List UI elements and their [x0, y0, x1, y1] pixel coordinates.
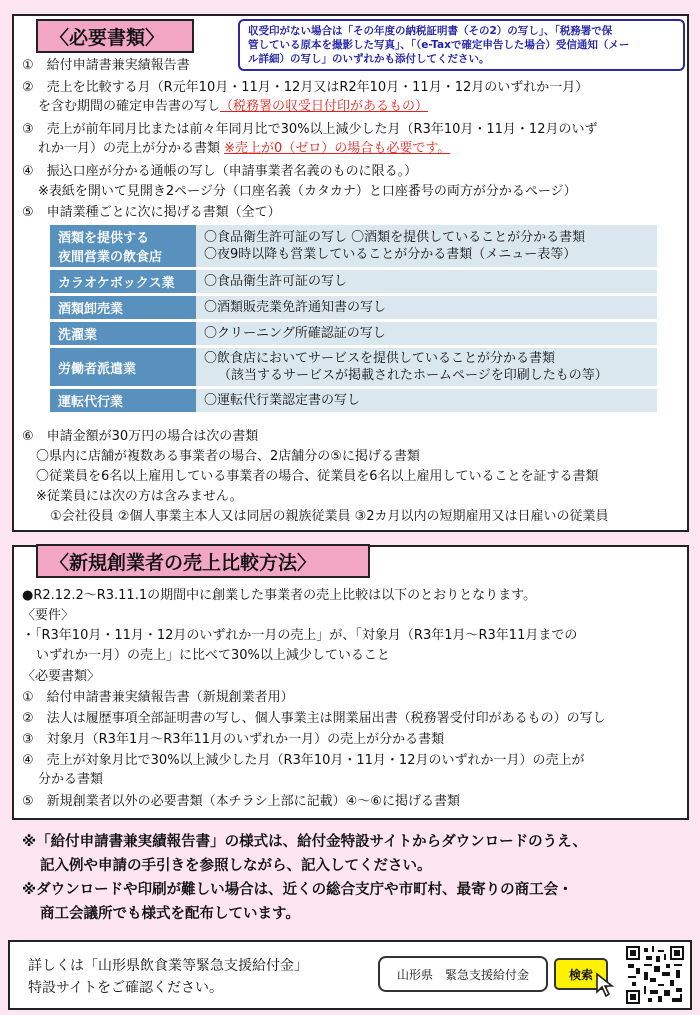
qr-code-icon [626, 946, 684, 1004]
category-cell: 酒類卸売業 [50, 296, 196, 319]
table-row [50, 270, 657, 293]
new-business-line: 〈要件〉 [22, 608, 75, 623]
item-1: ① 給付申請書兼実績報告書 [22, 58, 190, 73]
category-cell: 労働者派遣業 [50, 348, 196, 386]
category-cell: 酒類を提供する 夜間営業の飲食店 [50, 225, 196, 267]
category-cell: カラオケボックス業 [50, 270, 196, 293]
new-business-line: ③ 対象月（R3年1月～R3年11月のいずれか一月）の売上が分かる書類 [22, 732, 445, 747]
table-row [50, 389, 657, 412]
item-3-zero-note: ※売上が0（ゼロ）の場合も必要です。 [224, 141, 451, 156]
table-row [50, 322, 657, 345]
requirement-cell: 〇食品衛生許可証の写し 〇酒類を提供していることが分かる書類 〇夜9時以降も営業していることが分かる書類（メニュー表等） [196, 225, 657, 267]
table-row [50, 225, 657, 267]
category-cell: 運転代行業 [50, 389, 196, 412]
requirement-cell: 〇クリーニング所確認証の写し [196, 322, 657, 345]
item-6-a: 〇県内に店舗が複数ある事業者の場合、2店舗分の⑤に掲げる書類 [36, 449, 420, 464]
item-2-cont: を含む期間の確定申告書の写し（税務署の収受日付印があるもの） [38, 99, 429, 114]
item-3: ③ 売上が前年同月比または前々年同月比で30%以上減少した月（R3年10月・11月・12月のいず [22, 122, 598, 137]
business-type-table [50, 222, 657, 415]
notes-line: ※ダウンロードや印刷が難しい場合は、近くの総合支庁や市町村、最寄りの商工会・ [22, 882, 573, 898]
item-4: ④ 振込口座が分かる通帳の写し（申請事業者名義のものに限る。） [22, 164, 418, 179]
receipt-stamp-note: 収受印がない場合は「その年度の納税証明書（その2）の写し」、「税務署で保 管している原本を撮影した写真」、「（e-Taxで確定申告した場合）受信通知（メー ル詳細）の写し」のいずれかも添付してください。 [238, 19, 685, 71]
table-row [50, 348, 657, 386]
table-row [50, 296, 657, 319]
item-6: ⑥ 申請金額が30万円の場合は次の書類 [22, 429, 259, 444]
required-documents-title: 〈必要書類〉 [36, 19, 194, 53]
new-business-line: 分かる書類 [38, 772, 104, 787]
cursor-icon [595, 972, 617, 998]
item-4-note: ※表紙を開いて見開き2ページ分（口座名義（カタカナ）と口座番号の両方が分かるページ） [38, 184, 577, 199]
category-cell: 洗濯業 [50, 322, 196, 345]
new-business-line: ・「R3年10月・11月・12月のいずれか一月の売上」が、「対象月（R3年1月～R3年11月までの [22, 628, 578, 643]
item-5: ⑤ 申請業種ごとに次に掲げる書類（全て） [22, 205, 281, 220]
requirement-cell: 〇食品衛生許可証の写し [196, 270, 657, 293]
item-2-stamp-note: （税務署の収受日付印があるもの） [220, 99, 429, 114]
requirement-cell: 〇酒類販売業免許通知書の写し [196, 296, 657, 319]
new-business-line: ② 法人は履歴事項全部証明書の写し、個人事業主は開業届出書（税務署受付印があるもの）の写し [22, 711, 606, 726]
item-2: ② 売上を比較する月（R元年10月・11月・12月又はR2年10月・11月・12月のいずれか一月） [22, 80, 589, 95]
new-business-line: 〈必要書類〉 [22, 669, 101, 684]
requirement-cell: 〇運転代行業認定書の写し [196, 389, 657, 412]
item-3-cont: れか一月）の売上が分かる書類 ※売上が0（ゼロ）の場合も必要です。 [38, 141, 451, 156]
item-6-c: ※従業員には次の方は含みません。 [36, 489, 243, 504]
item-6-b: 〇従業員を6名以上雇用している事業者の場合、従業員を6名以上雇用していることを証する書類 [36, 469, 599, 484]
notes-line: 記入例や申請の手引きを参照しながら、記入してください。 [40, 858, 432, 874]
search-box[interactable]: 山形県 緊急支援給付金 [378, 956, 548, 992]
item-6-d: ①会社役員 ②個人事業主本人又は同居の親族従業員 ③2カ月以内の短期雇用又は日雇いの従業員 [50, 509, 609, 524]
footer-text-2: 特設サイトをご確認ください。 [28, 980, 224, 996]
new-business-line: ④ 売上が対象月比で30%以上減少した月（R3年10月・11月・12月のいずれか一月）の売上が [22, 753, 585, 768]
notes-line: 商工会議所でも様式を配布しています。 [40, 906, 300, 922]
new-business-line: ① 給付申請書兼実績報告書（新規創業者用） [22, 690, 294, 705]
requirement-cell: 〇飲食店においてサービスを提供していることが分かる書類 （該当するサービスが掲載されたホームページを印刷したもの等） [196, 348, 657, 386]
new-business-line: いずれか一月）の売上」に比べて30%以上減少していること [36, 648, 390, 663]
new-business-title: 〈新規創業者の売上比較方法〉 [36, 544, 370, 578]
new-business-line: ⑤ 新規創業者以外の必要書類（本チラシ上部に記載）④～⑥に掲げる書類 [22, 794, 460, 809]
notes-line: ※「給付申請書兼実績報告書」の様式は、給付金特設サイトからダウンロードのうえ、 [22, 834, 587, 850]
new-business-line: ●R2.12.2～R3.11.1の期間中に創業した事業者の売上比較は以下のとおりとなります。 [22, 588, 537, 603]
footer-text-1: 詳しくは「山形県飲食業等緊急支援給付金」 [28, 958, 308, 974]
search-button-label: 検索 [568, 967, 593, 982]
